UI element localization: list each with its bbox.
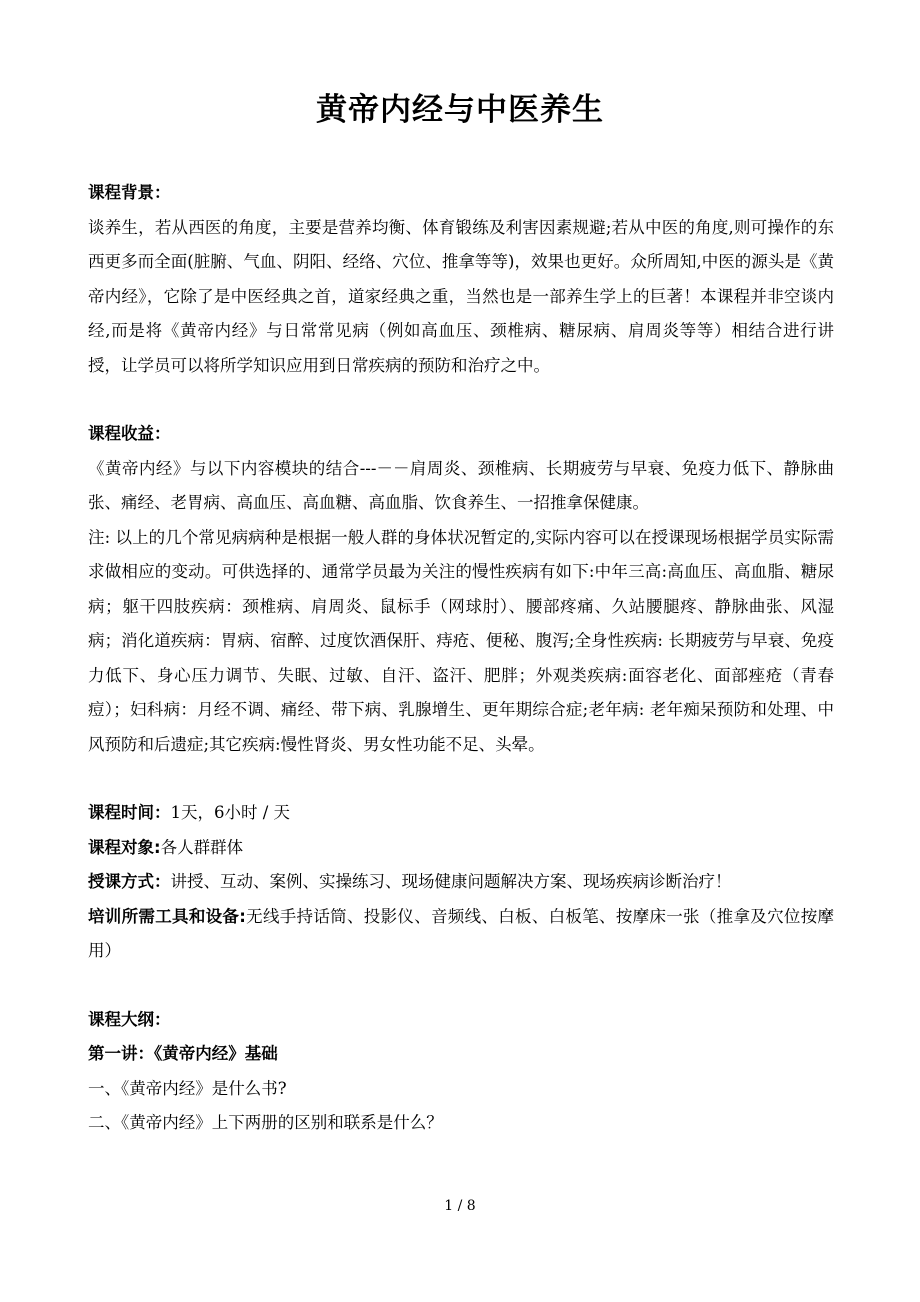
equipment-label: 培训所需工具和设备:: [88, 906, 246, 926]
course-time-label: 课程时间：: [88, 803, 171, 822]
section-spacer: [88, 762, 834, 796]
page-title: 黄帝内经与中医养生: [316, 92, 604, 128]
benefits-heading: 课程收益：: [88, 424, 171, 443]
page-number: 1 / 8: [444, 1198, 476, 1214]
document-body: [88, 176, 834, 1141]
course-time-value: 1天，6小时 / 天: [170, 803, 291, 822]
benefits-note: 注: 以上的几个常见病病种是根据一般人群的身体状况暂定的,实际内容可以在授课现场根据学员实际需求做相应的变动。可供选择的、通常学员最为关注的慢性疾病有如下:中年三高:高血压、高血脂、糖尿病；躯干四肢疾病：颈椎病、肩周炎、鼠标手（网球肘）、腰部疼痛、久站腰腿疼、静脉曲张、风湿病；消化道疾病：胃病、宿醉、过度饮酒保肝、痔疮、便秘、腹泻;全身性疾病: 长期疲劳与早衰、免疫力低下、身心压力调节、失眠、过敏、自汗、盗汗、肥胖；外观类疾病:面容老化、面部痤疮（青春痘）；妇科病：月经不调、痛经、带下病、乳腺增生、更年期综合症;老年病: 老年痴呆预防和处理、中风预防和后遗症;其它疾病:慢性肾炎、男女性功能不足、头晕。: [88, 527, 834, 754]
benefits-text: 《黄帝内经》与以下内容模块的结合---－－肩周炎、颈椎病、长期疲劳与早衰、免疫力低下、静脉曲张、痛经、老胃病、高血压、高血糖、高血脂、饮食养生、一招推拿保健康。: [88, 458, 834, 512]
outline-heading: 课程大纲：: [88, 1009, 171, 1029]
section-spacer: [88, 383, 834, 417]
section-spacer: [88, 969, 834, 1003]
lecture-1-title: 第一讲：《黄帝内经》基础: [88, 1044, 278, 1063]
equipment-value: 无线手持话筒、投影仪、音频线、白板、白板笔、按摩床一张（推拿及穴位按摩用）: [88, 906, 834, 960]
teaching-method-value: 讲授、互动、案例、实操练习、现场健康问题解决方案、现场疾病诊断治疗！: [170, 872, 732, 891]
outline-item: 一、《黄帝内经》是什么书?: [88, 1078, 287, 1098]
teaching-method-label: 授课方式：: [88, 872, 171, 891]
course-audience-value: 各人群群体: [160, 837, 244, 857]
background-text: 谈养生，若从西医的角度，主要是营养均衡、体育锻练及利害因素规避;若从中医的角度,则可操作的东西更多而全面(脏腑、气血、阴阳、经络、穴位、推拿等等)，效果也更好。众所周知,中医的源头是《黄帝内经》，它除了是中医经典之首，道家经典之重，当然也是一部养生学上的巨著！本课程并非空谈内经,而是将《黄帝内经》与日常常见病（例如高血压、颈椎病、糖尿病、肩周炎等等）相结合进行讲授，让学员可以将所学知识应用到日常疾病的预防和治疗之中。: [88, 217, 834, 375]
teaching-method: [88, 865, 834, 900]
equipment: [88, 900, 834, 969]
course-time: [88, 796, 834, 831]
course-audience: [88, 831, 834, 866]
background-heading: 课程背景：: [88, 183, 171, 202]
course-audience-label: 课程对象:: [88, 837, 161, 857]
outline-item: 二、《黄帝内经》上下两册的区别和联系是什么？: [88, 1113, 443, 1132]
